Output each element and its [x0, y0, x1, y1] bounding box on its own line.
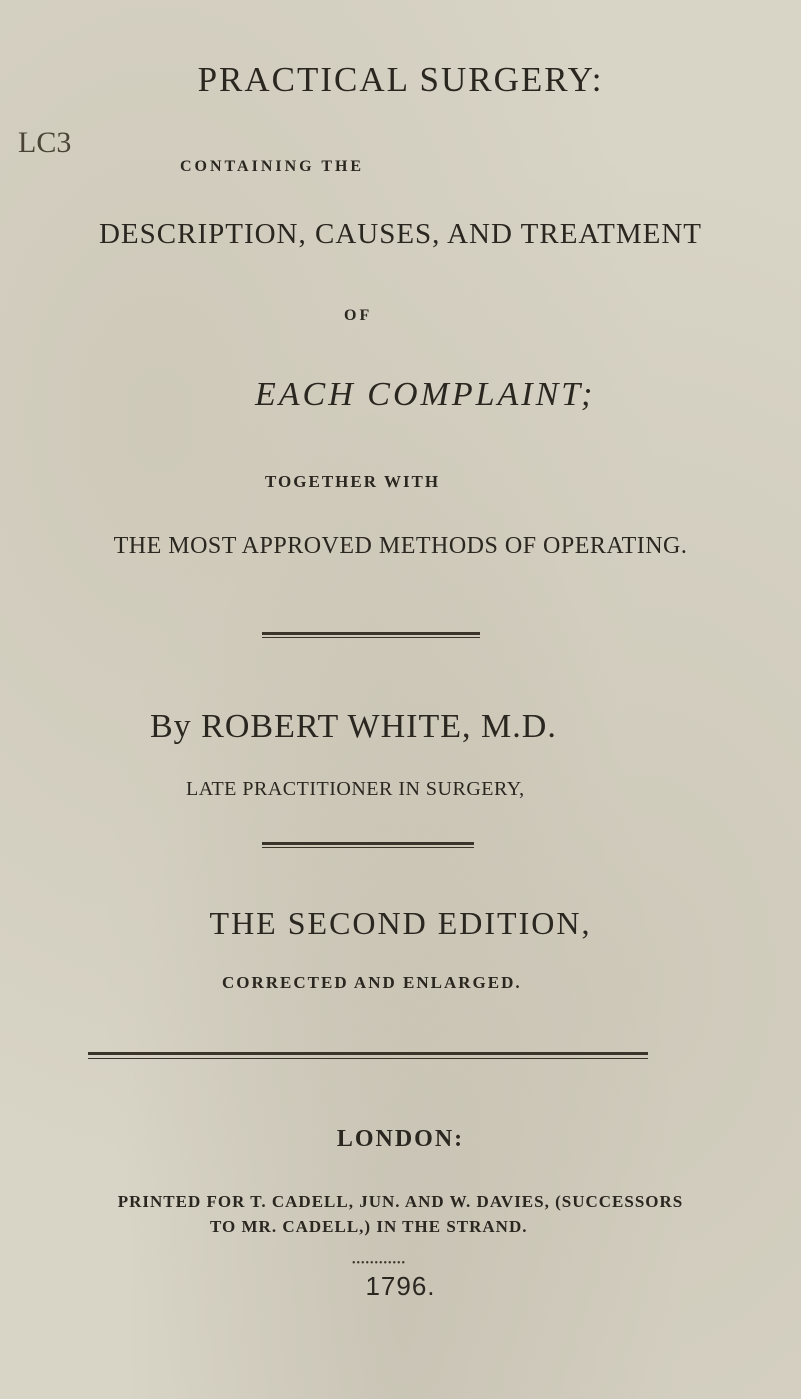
together-with-line: TOGETHER WITH	[265, 472, 441, 491]
divider-rule-thin	[88, 1058, 648, 1059]
methods-line: THE MOST APPROVED METHODS OF OPERATING.	[113, 533, 688, 559]
printer-line-1: PRINTED FOR T. CADELL, JUN. AND W. DAVIES, (SUCCESSORS	[117, 1192, 684, 1211]
of-line: OF	[344, 307, 373, 324]
author-line: By ROBERT WHITE, M.D.	[150, 708, 557, 745]
description-line: DESCRIPTION, CAUSES, AND TREATMENT	[98, 218, 703, 250]
each-complaint-line: EACH COMPLAINT;	[255, 376, 596, 413]
printer-line-2: TO MR. CADELL,) IN THE STRAND.	[210, 1217, 528, 1236]
divider-rule-thin	[262, 637, 480, 638]
book-title: PRACTICAL SURGERY:	[197, 60, 604, 99]
containing-line: CONTAINING THE	[180, 158, 365, 175]
corrected-line: CORRECTED AND ENLARGED.	[222, 973, 522, 992]
author-title-line: LATE PRACTITIONER IN SURGERY,	[186, 778, 525, 800]
year-line: 1796.	[365, 1271, 436, 1301]
divider-rule-thin	[262, 847, 474, 848]
edition-line: THE SECOND EDITION,	[209, 905, 592, 941]
divider-rule	[262, 632, 480, 635]
shelf-mark: LC3	[18, 126, 72, 159]
divider-rule	[262, 842, 474, 845]
place-line: LONDON:	[336, 1126, 465, 1152]
divider-rule	[88, 1052, 648, 1055]
ornament-dots: ••••••••••••	[352, 1258, 407, 1269]
